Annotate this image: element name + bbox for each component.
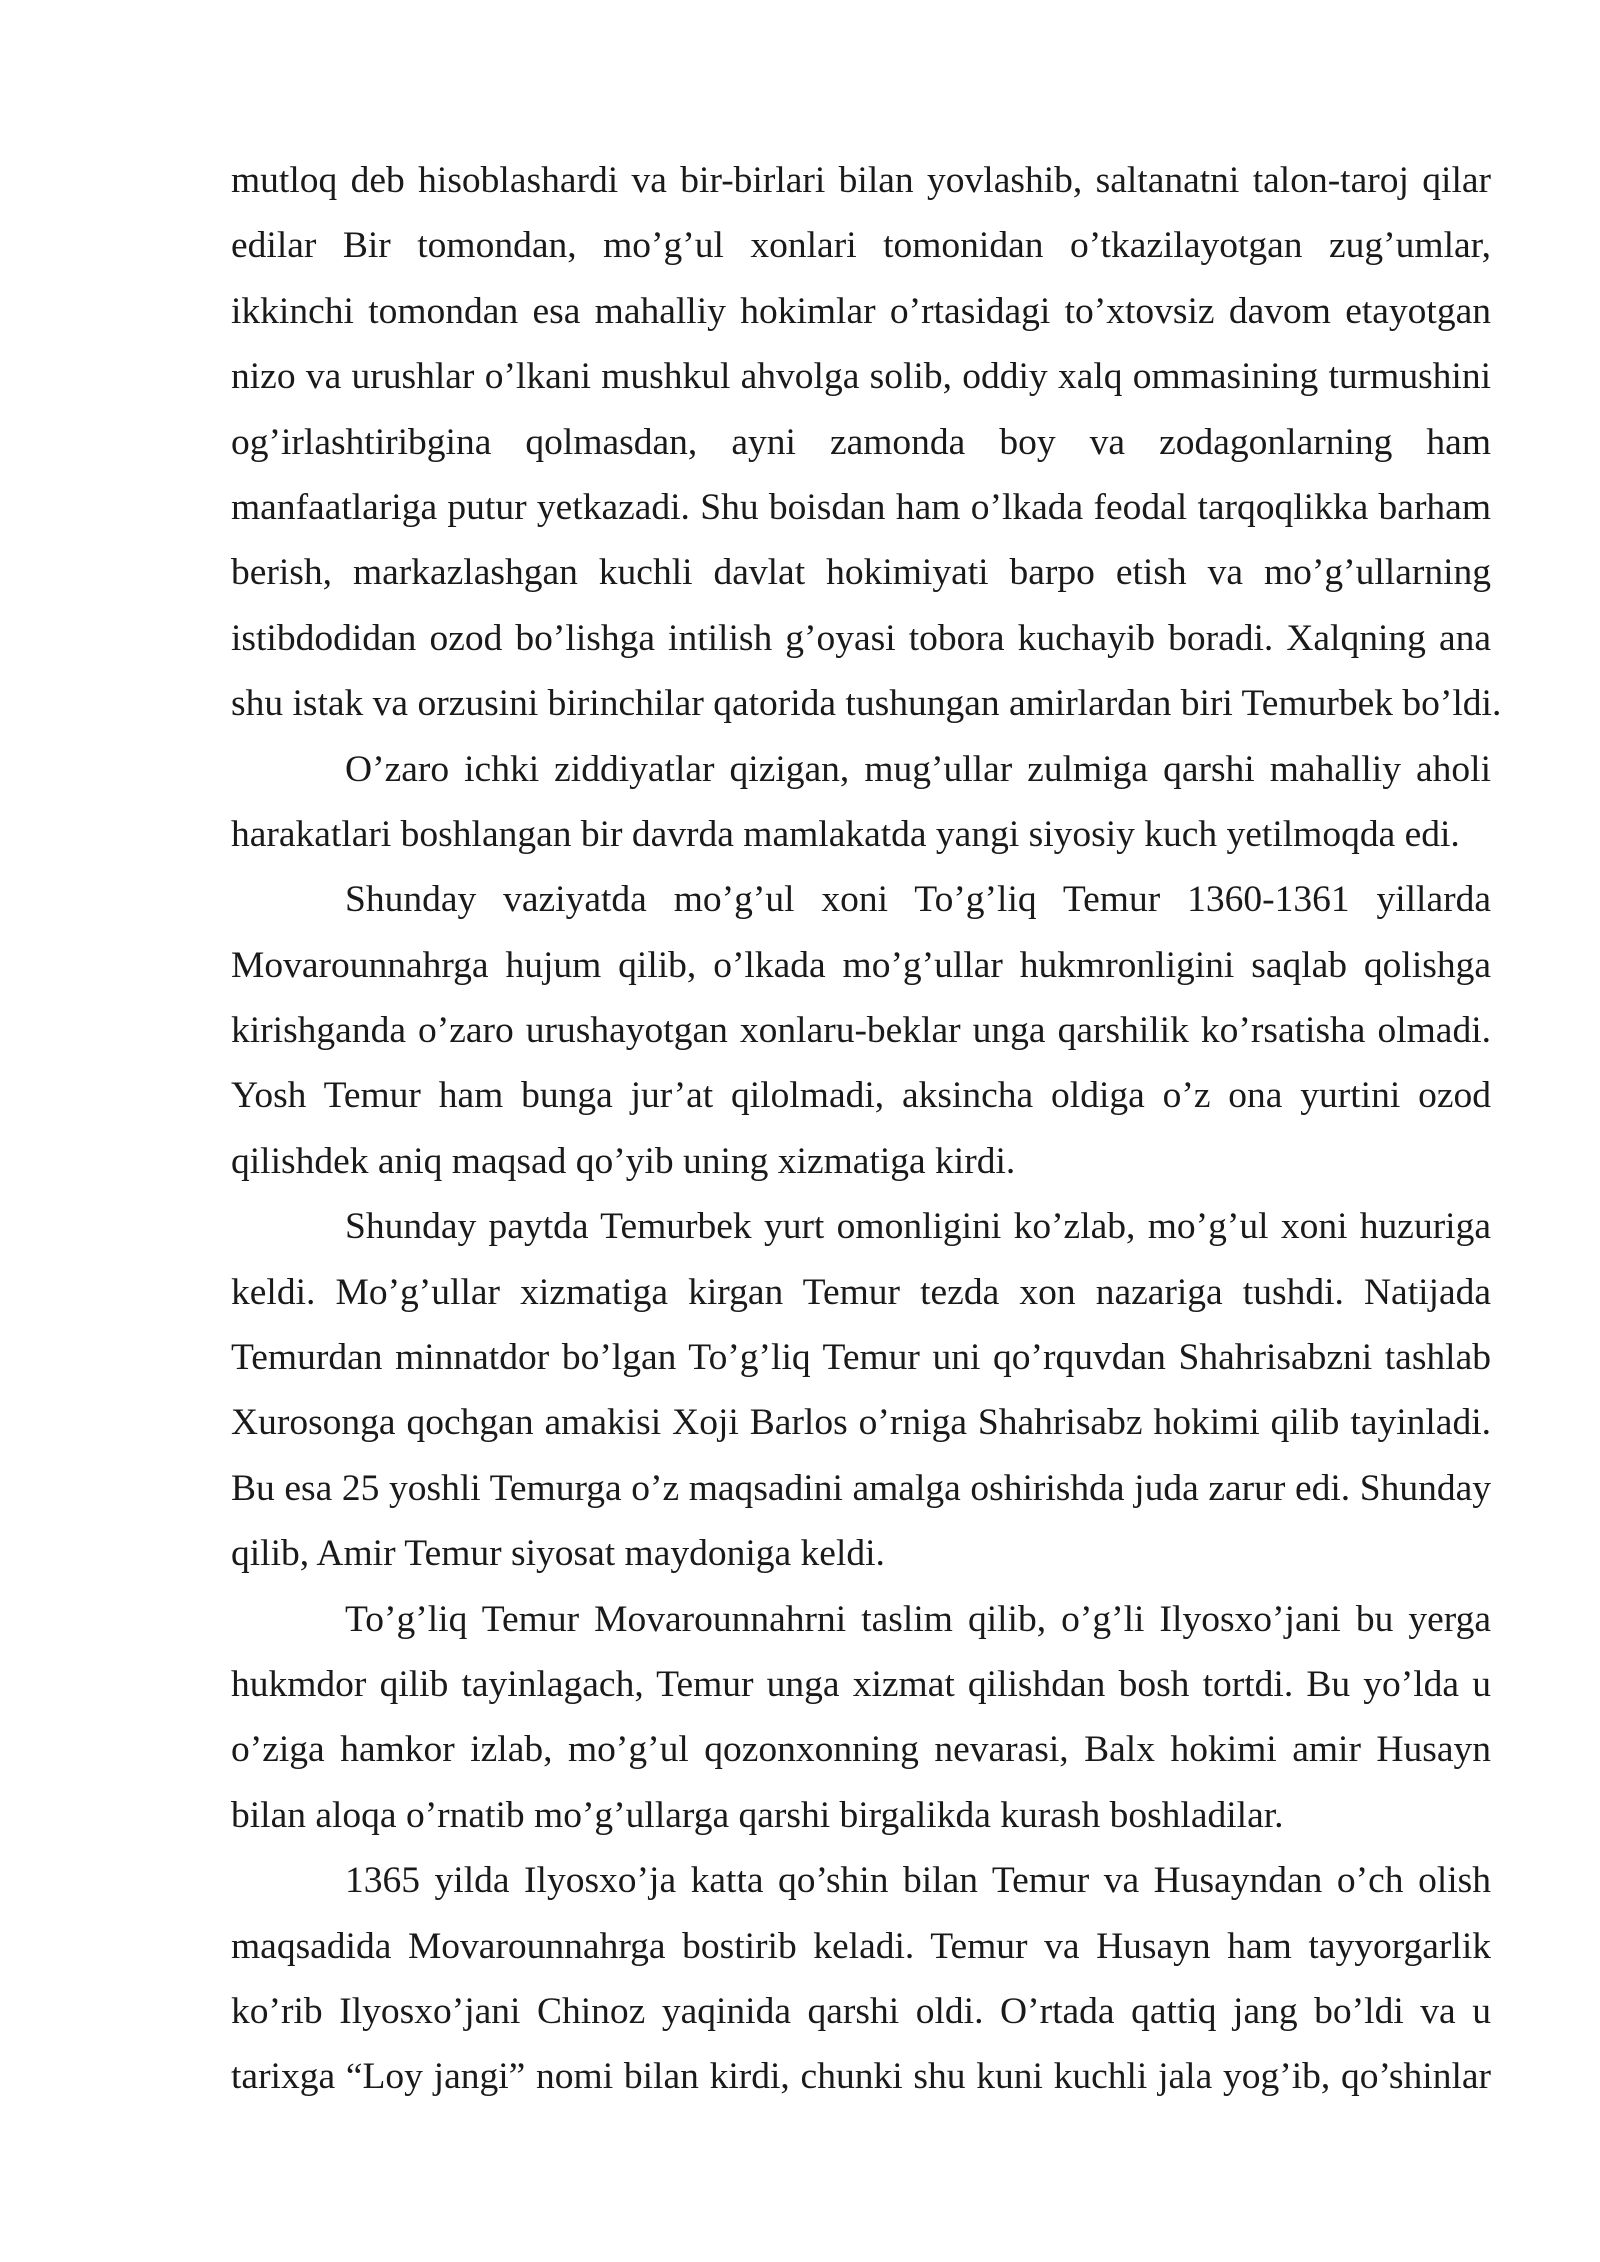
text-line: shu istak va orzusini birinchilar qatorida tushungan amirlardan biri Temurbek bo’ldi. (231, 683, 1502, 725)
text-line: Movarounnahrga hujum qilib, o’lkada mo’g’ullar hukmronligini saqlab qolishga (231, 944, 1491, 986)
text-line: To’g’liq Temur Movarounnahrni taslim qilib, o’g’li Ilyosxo’jani bu yerga (345, 1598, 1491, 1640)
text-line: o’ziga hamkor izlab, mo’g’ul qozonxonning nevarasi, Balx hokimi amir Husayn (231, 1729, 1491, 1771)
text-line: hukmdor qilib tayinlagach, Temur unga xizmat qilishdan bosh tortdi. Bu yo’lda u (231, 1663, 1491, 1705)
text-line: istibdodidan ozod bo’lishga intilish g’oyasi tobora kuchayib boradi. Xalqning ana (231, 617, 1491, 659)
text-line: keldi. Mo’g’ullar xizmatiga kirgan Temur tezda xon nazariga tushdi. Natijada (231, 1271, 1491, 1313)
text-line: tarixga “Loy jangi” nomi bilan kirdi, chunki shu kuni kuchli jala yog’ib, qo’shinlar (231, 2056, 1491, 2098)
text-line: maqsadida Movarounnahrga bostirib keladi. Temur va Husayn ham tayyorgarlik (231, 1925, 1491, 1967)
text-line: manfaatlariga putur yetkazadi. Shu boisdan ham o’lkada feodal tarqoqlikka barham (231, 486, 1491, 528)
text-line: Yosh Temur ham bunga jur’at qilolmadi, aksincha oldiga o’z ona yurtini ozod (231, 1075, 1491, 1117)
text-line: Xurosonga qochgan amakisi Xoji Barlos o’rniga Shahrisabz hokimi qilib tayinladi. (231, 1402, 1491, 1444)
text-line: qilib, Amir Temur siyosat maydoniga keldi. (231, 1533, 885, 1575)
text-line: mutloq deb hisoblashardi va bir-birlari bilan yovlashib, saltanatni talon-taroj qilar (231, 160, 1491, 201)
text-line: kirishganda o’zaro urushayotgan xonlaru-beklar unga qarshilik ko’rsatisha olmadi. (231, 1010, 1491, 1052)
text-line: Shunday paytda Temurbek yurt omonligini ko’zlab, mo’g’ul xoni huzuriga (345, 1206, 1491, 1248)
text-line: edilar Bir tomondan, mo’g’ul xonlari tomonidan o’tkazilayotgan zug’umlar, (231, 225, 1491, 267)
text-line: 1365 yilda Ilyosxo’ja katta qo’shin bilan Temur va Husayndan o’ch olish (345, 1860, 1491, 1902)
text-line: nizo va urushlar o’lkani mushkul ahvolga solib, oddiy xalq ommasining turmushini (231, 356, 1491, 398)
text-line: Temurdan minnatdor bo’lgan To’g’liq Temur uni qo’rquvdan Shahrisabzni tashlab (231, 1337, 1491, 1379)
text-line: bilan aloqa o’rnatib mo’g’ullarga qarshi birgalikda kurash boshladilar. (231, 1794, 1284, 1836)
text-line: og’irlashtiribgina qolmasdan, ayni zamonda boy va zodagonlarning ham (231, 421, 1491, 463)
text-line: O’zaro ichki ziddiyatlar qizigan, mug’ullar zulmiga qarshi mahalliy aholi (345, 748, 1491, 790)
text-line: qilishdek aniq maqsad qo’yib uning xizmatiga kirdi. (231, 1140, 1016, 1182)
text-line: ikkinchi tomondan esa mahalliy hokimlar o’rtasidagi to’xtovsiz davom etayotgan (231, 290, 1491, 332)
text-line: Shunday vaziyatda mo’g’ul xoni To’g’liq Temur 1360-1361 yillarda (345, 879, 1491, 921)
text-line: ko’rib Ilyosxo’jani Chinoz yaqinida qarshi oldi. O’rtada qattiq jang bo’ldi va u (231, 1990, 1491, 2032)
body-text (231, 148, 1502, 2110)
text-line: Bu esa 25 yoshli Temurga o’z maqsadini amalga oshirishda juda zarur edi. Shunday (231, 1467, 1491, 1509)
text-line: berish, markazlashgan kuchli davlat hokimiyati barpo etish va mo’g’ullarning (231, 552, 1491, 594)
text-line: harakatlari boshlangan bir davrda mamlakatda yangi siyosiy kuch yetilmoqda edi. (231, 813, 1460, 855)
